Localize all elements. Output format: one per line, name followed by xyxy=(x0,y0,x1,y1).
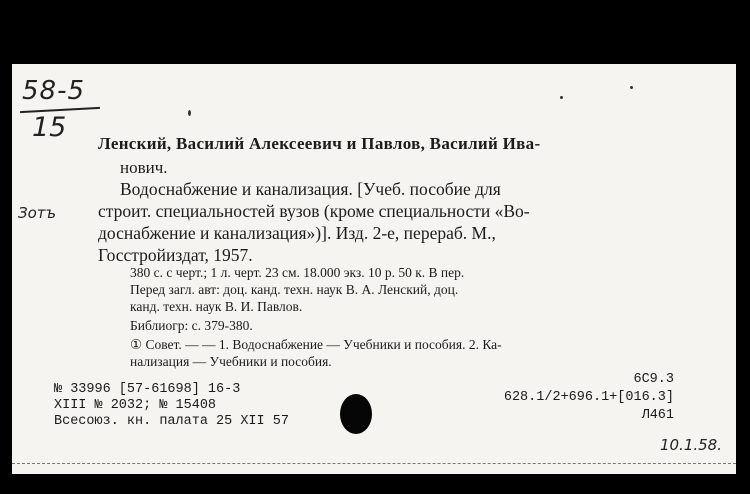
note-line-1: Перед загл. авт: доц. канд. техн. наук В. А. Ленский, доц. xyxy=(130,282,459,297)
title-line-4: Госстройиздат, 1957. xyxy=(98,245,253,265)
note-line-2: канд. техн. наук В. И. Павлов. xyxy=(130,299,303,314)
subject-line-1: ① Совет. — — 1. Водоснабжение — Учебники и пособия. 2. Ка- xyxy=(130,337,502,352)
title-line-3: доснабжение и канализация»)]. Изд. 2-е, перераб. М., xyxy=(98,223,496,243)
ink-speck xyxy=(630,86,633,89)
catalog-card xyxy=(12,64,736,474)
classification-line-2: 628.1/2+696.1+[016.3] xyxy=(503,390,674,405)
shelf-mark-top: 58-5 xyxy=(22,76,86,106)
author-heading: Ленский, Василий Алексеевич и Павлов, Василий Ива- xyxy=(98,134,541,153)
classification-line-1: 6С9.3 xyxy=(633,372,674,387)
handwritten-scribble: 10.1.58. xyxy=(659,436,722,454)
author-heading-continued: нович. xyxy=(120,158,168,177)
bottom-left-line-2: XIII № 2032; № 15408 xyxy=(54,398,217,413)
margin-handwritten-note: Зотъ xyxy=(18,204,57,222)
ink-speck xyxy=(188,110,191,116)
ink-blot xyxy=(340,394,372,434)
bottom-left-line-3: Всесоюз. кн. палата 25 XII 57 xyxy=(54,414,289,429)
physical-description: 380 с. с черт.; 1 л. черт. 23 см. 18.000 экз. 10 р. 50 к. В пер. xyxy=(130,265,465,280)
ink-speck xyxy=(560,96,563,99)
title-line-1: Водоснабжение и канализация. [Учеб. пособие для xyxy=(120,179,501,199)
bottom-left-line-1: № 33996 [57-61698] 16-3 xyxy=(54,382,241,397)
subject-line-2: нализация — Учебники и пособия. xyxy=(130,354,332,369)
card-bottom-rule xyxy=(12,463,736,464)
classification-line-3: Л461 xyxy=(641,408,674,423)
bibliography-note: Библиогр: с. 379-380. xyxy=(130,318,253,333)
shelf-mark-bottom: 15 xyxy=(32,112,67,143)
title-line-2: строит. специальностей вузов (кроме специальности «Во- xyxy=(98,201,530,221)
